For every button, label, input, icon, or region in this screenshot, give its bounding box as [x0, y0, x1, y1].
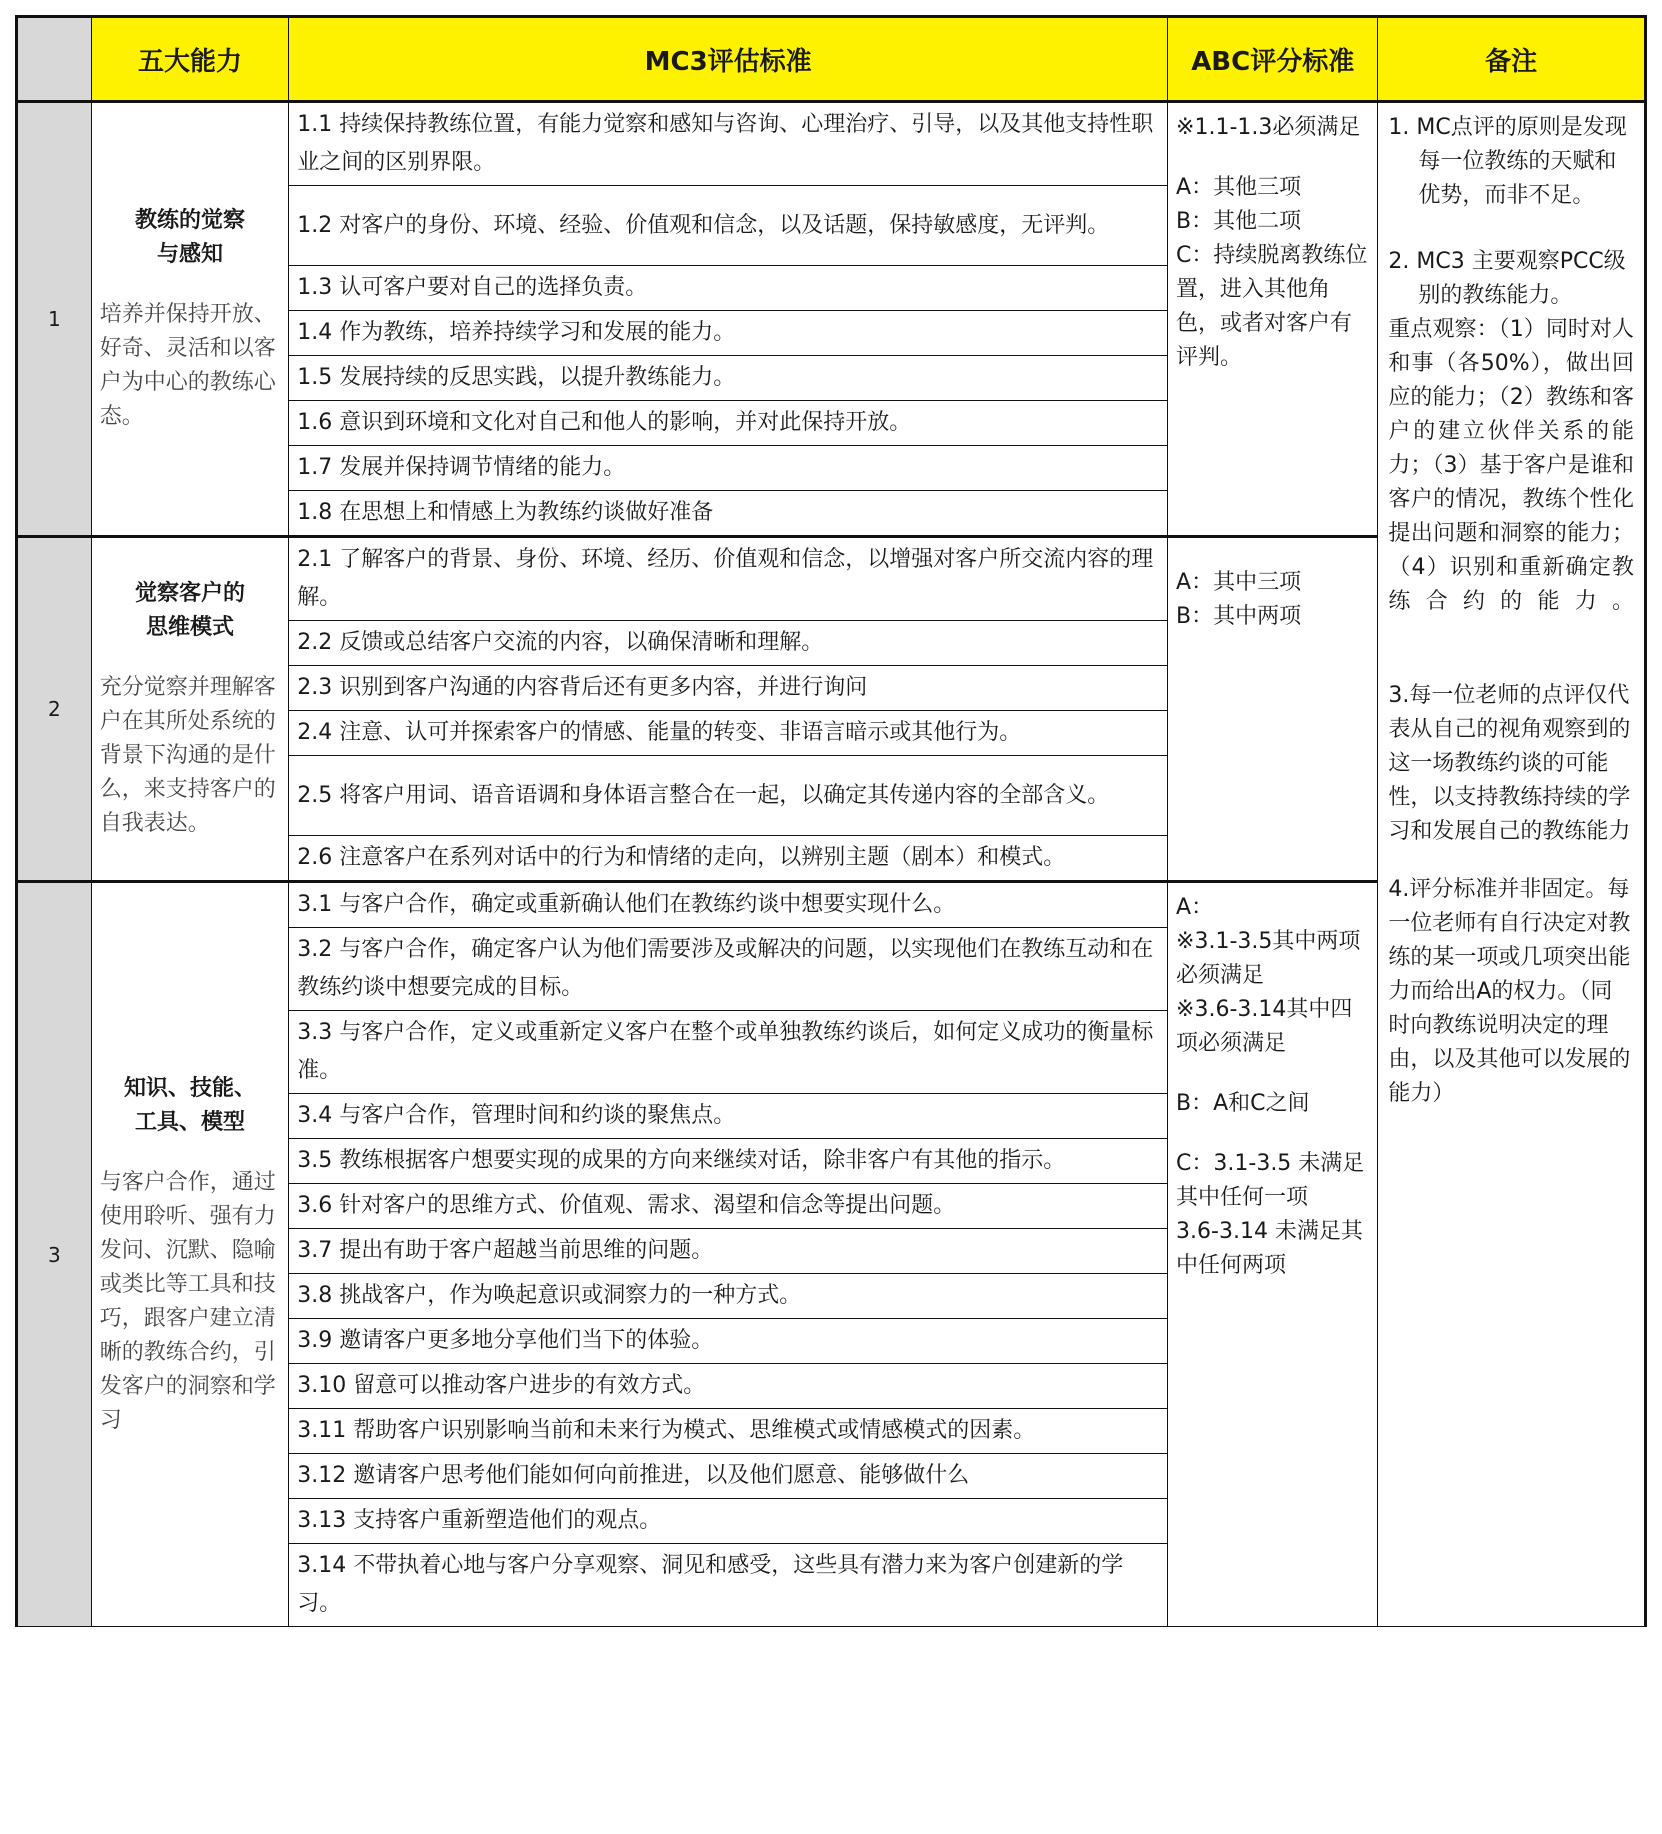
- abc-line: 3.6-3.14 未满足其中任何两项: [1176, 1219, 1363, 1278]
- abc-line: A：其他三项: [1176, 175, 1302, 200]
- abc-criteria-cell: [1168, 102, 1378, 537]
- standard-item: 3.1 与客户合作，确定或重新确认他们在教练约谈中想要实现什么。: [289, 882, 1168, 928]
- standard-item: 1.3 认可客户要对自己的选择负责。: [289, 266, 1168, 311]
- capability-title-line: 觉察客户的: [135, 581, 246, 606]
- abc-line: A：: [1176, 895, 1214, 920]
- header-abc: ABC评分标准: [1168, 17, 1378, 102]
- abc-line: B：其他二项: [1176, 209, 1302, 234]
- capability-title: [100, 577, 280, 645]
- standard-item: 3.12 邀请客户思考他们能如何向前推进，以及他们愿意、能够做什么: [289, 1454, 1168, 1499]
- standard-item: 3.8 挑战客户，作为唤起意识或洞察力的一种方式。: [289, 1274, 1168, 1319]
- capability-description: 与客户合作，通过使用聆听、强有力发问、沉默、隐喻或类比等工具和技巧，跟客户建立清晰的教练合约，引发客户的洞察和学习: [99, 1169, 276, 1433]
- capability-cell: [91, 102, 288, 537]
- abc-line: B：A和C之间: [1176, 1091, 1310, 1116]
- standard-item: 3.6 针对客户的思维方式、价值观、需求、渴望和信念等提出问题。: [289, 1184, 1168, 1229]
- header-notes: 备注: [1378, 17, 1646, 102]
- table-row: [17, 102, 1646, 186]
- standard-item: 1.7 发展并保持调节情绪的能力。: [289, 446, 1168, 491]
- header-row: [17, 17, 1646, 102]
- standard-item: 1.2 对客户的身份、环境、经验、价值观和信念，以及话题，保持敏感度，无评判。: [289, 186, 1168, 266]
- standard-item: 2.2 反馈或总结客户交流的内容，以确保清晰和理解。: [289, 621, 1168, 666]
- standard-item: 3.5 教练根据客户想要实现的成果的方向来继续对话，除非客户有其他的指示。: [289, 1139, 1168, 1184]
- header-ability: 五大能力: [91, 17, 288, 102]
- standard-item: 3.10 留意可以推动客户进步的有效方式。: [289, 1364, 1168, 1409]
- capability-title-line: 思维模式: [146, 615, 235, 640]
- standard-item: 2.3 识别到客户沟通的内容背后还有更多内容，并进行询问: [289, 666, 1168, 711]
- abc-criteria-cell: [1168, 537, 1378, 882]
- standard-item: 2.1 了解客户的背景、身份、环境、经历、价值观和信念，以增强对客户所交流内容的理解。: [289, 537, 1168, 621]
- criteria-sheet: [15, 15, 1647, 1834]
- abc-line: ※3.6-3.14其中四项必须满足: [1176, 997, 1353, 1056]
- standard-item: 2.4 注意、认可并探索客户的情感、能量的转变、非语言暗示或其他行为。: [289, 711, 1168, 756]
- standard-item: 2.6 注意客户在系列对话中的行为和情绪的走向，以辨别主题（剧本）和模式。: [289, 836, 1168, 882]
- standard-item: 1.1 持续保持教练位置，有能力觉察和感知与咨询、心理治疗、引导，以及其他支持性职业之间的区别界限。: [289, 102, 1168, 186]
- capability-description: 培养并保持开放、好奇、灵活和以客户为中心的教练心态。: [99, 302, 276, 429]
- capability-title: [100, 1072, 280, 1140]
- capability-cell: [91, 882, 288, 1627]
- standard-item: 3.13 支持客户重新塑造他们的观点。: [289, 1499, 1168, 1544]
- section-index: 2: [17, 537, 92, 882]
- section-index: 3: [17, 882, 92, 1627]
- note-2: 2. MC3 主要观察PCC级别的教练能力。: [1388, 249, 1626, 308]
- abc-line: ※1.1-1.3必须满足: [1176, 115, 1361, 140]
- capability-title: [100, 204, 280, 272]
- capability-title-line: 与感知: [157, 242, 224, 267]
- standard-item: 1.4 作为教练，培养持续学习和发展的能力。: [289, 311, 1168, 356]
- section-index: 1: [17, 102, 92, 537]
- standard-item: 3.4 与客户合作，管理时间和约谈的聚焦点。: [289, 1094, 1168, 1139]
- standard-item: 2.5 将客户用词、语音语调和身体语言整合在一起，以确定其传递内容的全部含义。: [289, 756, 1168, 836]
- abc-line: ※3.1-3.5其中两项必须满足: [1176, 929, 1361, 988]
- note-1: 1. MC点评的原则是发现每一位教练的天赋和优势，而非不足。: [1388, 115, 1627, 208]
- capability-description: 充分觉察并理解客户在其所处系统的背景下沟通的是什么，来支持客户的自我表达。: [99, 675, 276, 836]
- standard-item: 1.5 发展持续的反思实践，以提升教练能力。: [289, 356, 1168, 401]
- standard-item: 1.8 在思想上和情感上为教练约谈做好准备: [289, 491, 1168, 537]
- abc-criteria-cell: [1168, 882, 1378, 1627]
- capability-cell: [91, 537, 288, 882]
- abc-line: C：持续脱离教练位置，进入其他角色，或者对客户有评判。: [1176, 243, 1368, 370]
- abc-line: B：其中两项: [1176, 604, 1302, 629]
- criteria-table: [15, 15, 1647, 1627]
- standard-item: 3.9 邀请客户更多地分享他们当下的体验。: [289, 1319, 1168, 1364]
- notes-cell: [1378, 102, 1646, 1627]
- standard-item: 3.11 帮助客户识别影响当前和未来行为模式、思维模式或情感模式的因素。: [289, 1409, 1168, 1454]
- note-4: 4.评分标准并非固定。每一位老师有自行决定对教练的某一项或几项突出能力而给出A的权力。（同时向教练说明决定的理由，以及其他可以发展的能力）: [1388, 877, 1631, 1106]
- capability-title-line: 知识、技能、: [124, 1075, 257, 1101]
- standard-item: 3.3 与客户合作，定义或重新定义客户在整个或单独教练约谈后，如何定义成功的衡量标准。: [289, 1011, 1168, 1094]
- standard-item: 3.7 提出有助于客户超越当前思维的问题。: [289, 1229, 1168, 1274]
- standard-item: 3.2 与客户合作，确定客户认为他们需要涉及或解决的问题，以实现他们在教练互动和在教练约谈中想要完成的目标。: [289, 928, 1168, 1011]
- note-3: 3.每一位老师的点评仅代表从自己的视角观察到的这一场教练约谈的可能性，以支持教练持续的学习和发展自己的教练能力: [1388, 683, 1631, 844]
- note-2-detail: 重点观察：（1）同时对人和事（各50%），做出回应的能力；（2）教练和客户的建立伙伴关系的能力；（3）基于客户是谁和客户的情况，教练个性化提出问题和洞察的能力；（4）识别和重新确定教练合约的能力。: [1388, 317, 1634, 614]
- standard-item: 1.6 意识到环境和文化对自己和他人的影响，并对此保持开放。: [289, 401, 1168, 446]
- header-index: [17, 17, 92, 102]
- abc-line: C：3.1-3.5 未满足其中任何一项: [1176, 1151, 1365, 1210]
- capability-title-line: 教练的觉察: [135, 208, 246, 233]
- capability-title-line: 工具、模型: [135, 1109, 246, 1135]
- header-standard: MC3评估标准: [289, 17, 1168, 102]
- standard-item: 3.14 不带执着心地与客户分享观察、洞见和感受，这些具有潜力来为客户创建新的学习。: [289, 1544, 1168, 1627]
- abc-line: A：其中三项: [1176, 570, 1302, 595]
